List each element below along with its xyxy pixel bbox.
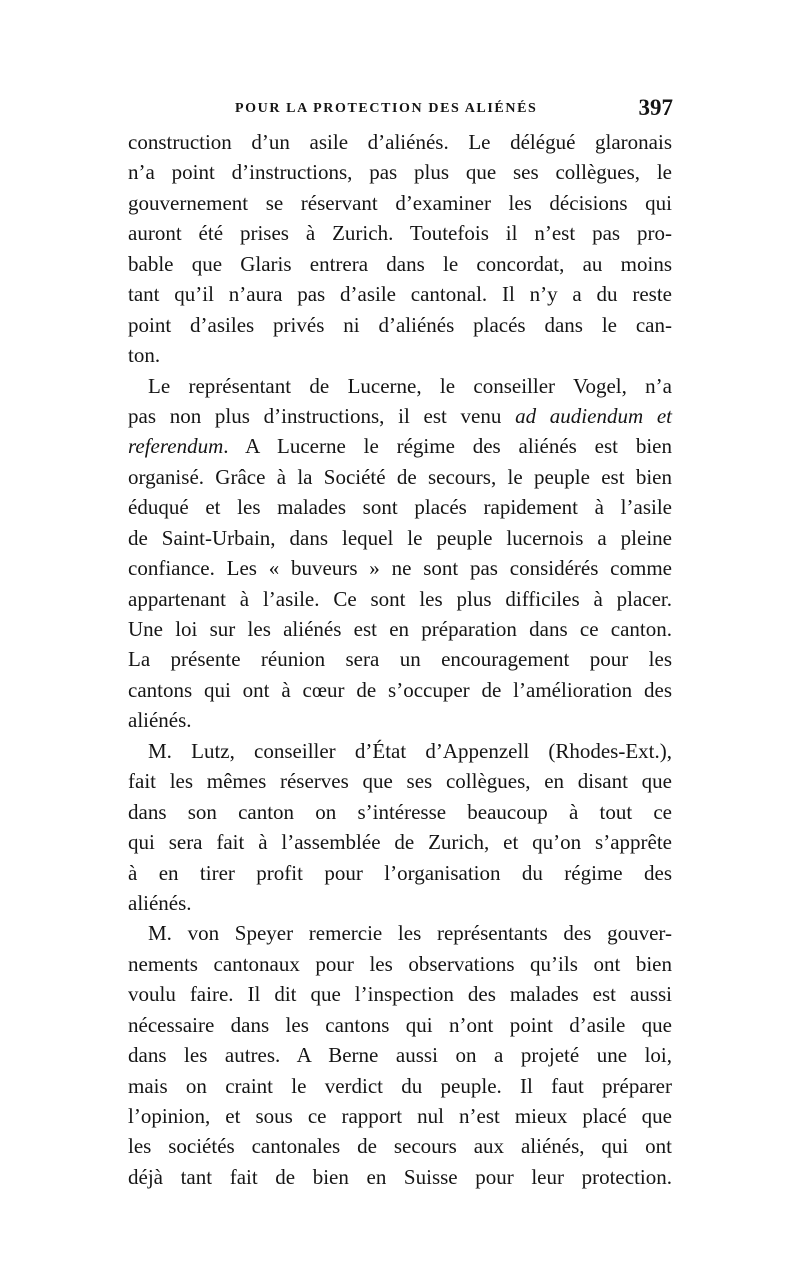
text-span: point d’asiles privés ni d’aliénés placés dans le can- [128,312,672,337]
text-line [128,1101,672,1131]
text-span: construction d’un asile d’aliénés. Le délégué glaronais [128,130,672,154]
text-span: aliénés. [128,708,192,733]
text-line [128,1131,672,1161]
text-span: . A Lucerne le régime des aliénés est bien [223,434,672,459]
text-span: les sociétés cantonales de secours aux aliénés, qui ont [128,1134,672,1159]
text-span: dans les autres. A Berne aussi on a projeté une loi, [128,1043,672,1068]
text-span: pas non plus d’instructions, il est venu [128,403,516,428]
text-line [128,523,672,553]
text-line [128,1010,672,1040]
text-line [128,827,672,857]
text-line [128,675,672,705]
text-line [128,127,672,157]
text-span: M. von Speyer remercie les représentants des gouver- [148,921,672,946]
text-line [128,644,672,674]
body-text [128,127,672,1192]
paragraph-start-line [128,736,672,766]
latin-phrase: referendum [128,434,224,459]
text-span: auront été prises à Zurich. Toutefois il n’est pas pro- [128,221,672,246]
text-line [128,1162,672,1192]
running-title: POUR LA PROTECTION DES ALIÉNÉS [235,101,538,116]
text-span: dans son canton on s’intéresse beaucoup à tout ce [128,799,672,824]
text-span: nements cantonaux pour les observations qu’ils ont bien [128,951,672,976]
text-span: l’opinion, et sous ce rapport nul n’est mieux placé que [128,1104,672,1128]
text-span: tant qu’il n’aura pas d’asile cantonal. Il n’y a du reste [128,282,672,307]
text-line [128,492,672,522]
text-line [128,553,672,583]
text-span: voulu faire. Il dit que l’inspection des malades est aussi [128,982,672,1007]
text-span: qui sera fait à l’assemblée de Zurich, et qu’on s’apprête [128,830,672,855]
text-span: éduqué et les malades sont placés rapidement à l’asile [128,495,672,520]
text-line [128,310,672,340]
text-span: La présente réunion sera un encouragement pour les [128,647,672,672]
page-number: 397 [638,95,673,120]
text-line [128,188,672,218]
text-line [128,431,672,461]
latin-phrase: ad audiendum et [515,403,672,428]
text-line [128,279,672,309]
text-line [128,1071,672,1101]
text-span: n’a point d’instructions, pas plus que ses collègues, le [128,160,672,185]
running-header [120,97,675,127]
text-line [128,249,672,279]
text-span: confiance. Les « buveurs » ne sont pas considérés comme [128,556,672,581]
text-line [128,766,672,796]
text-line [128,797,672,827]
text-line [128,614,672,644]
paragraph-start-line [128,371,672,401]
text-line [128,705,672,735]
text-span: déjà tant fait de bien en Suisse pour leur protection. [128,1164,672,1189]
text-span: M. Lutz, conseiller d’État d’Appenzell (Rhodes-Ext.), [148,738,672,763]
text-span: organisé. Grâce à la Société de secours, le peuple est bien [128,464,672,489]
text-span: ton. [128,343,161,368]
text-span: cantons qui ont à cœur de s’occuper de l’amélioration des [128,677,672,702]
text-span: fait les mêmes réserves que ses collègues, en disant que [128,769,672,794]
text-line [128,401,672,431]
text-span: de Saint-Urbain, dans lequel le peuple lucernois a pleine [128,525,672,550]
text-line [128,858,672,888]
paragraph-start-line [128,918,672,948]
text-span: appartenant à l’asile. Ce sont les plus difficiles à placer. [128,586,672,611]
text-span: gouvernement se réservant d’examiner les décisions qui [128,190,672,215]
text-line [128,584,672,614]
text-line [128,340,672,370]
text-span: à en tirer profit pour l’organisation du régime des [128,860,672,885]
text-span: aliénés. [128,890,192,915]
text-line [128,1040,672,1070]
text-line [128,462,672,492]
text-span: bable que Glaris entrera dans le concordat, au moins [128,251,672,276]
text-line [128,979,672,1009]
text-line [128,157,672,187]
text-line [128,949,672,979]
text-span: Le représentant de Lucerne, le conseiller Vogel, n’a [148,373,672,398]
text-span: nécessaire dans les cantons qui n’ont point d’asile que [128,1012,672,1037]
text-line [128,218,672,248]
text-line [128,888,672,918]
text-span: Une loi sur les aliénés est en préparation dans ce canton. [128,617,672,641]
text-span: mais on craint le verdict du peuple. Il faut préparer [128,1073,672,1098]
